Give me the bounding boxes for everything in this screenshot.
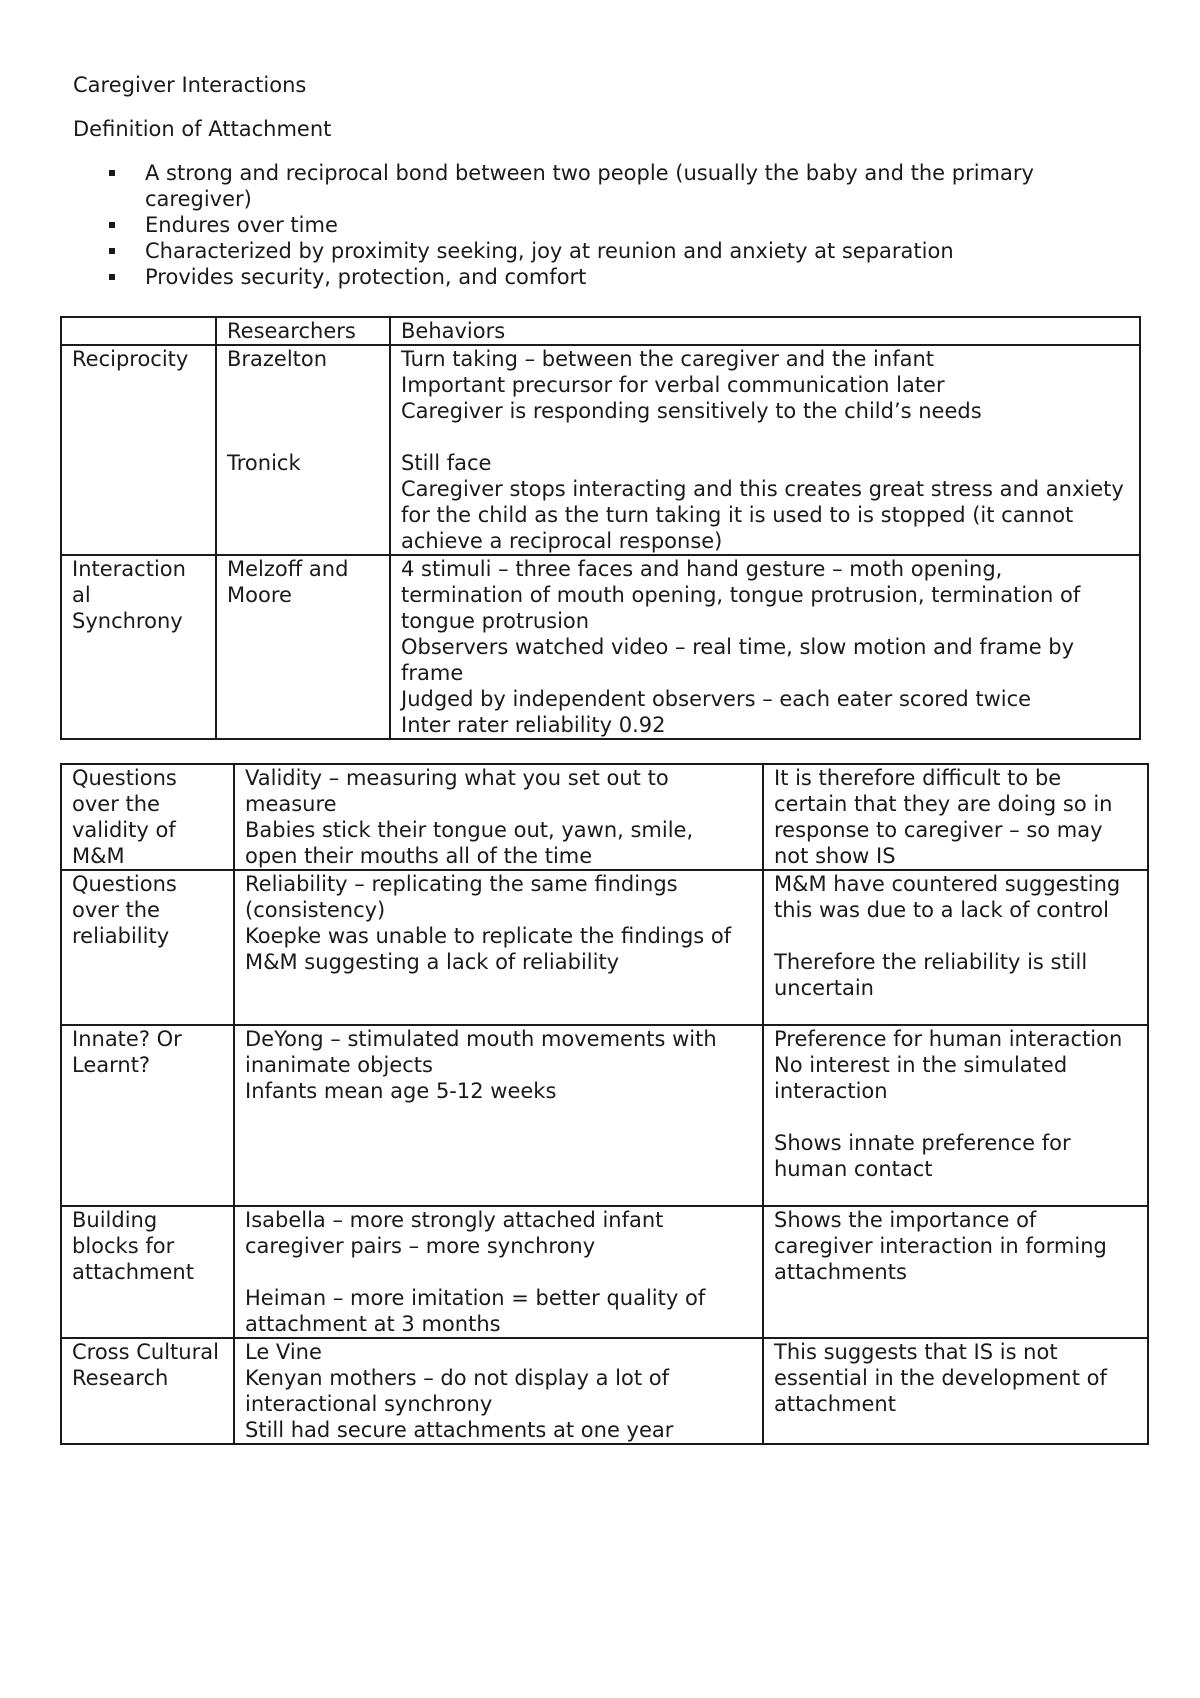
detail-cell bbox=[234, 1338, 763, 1444]
cell-text: Preference for human interaction bbox=[774, 1027, 1123, 1051]
cell-text: Observers watched video – real time, slow motion and frame by frame bbox=[401, 635, 1075, 685]
cell-text: Le Vine bbox=[245, 1340, 322, 1364]
detail-cell bbox=[234, 1025, 763, 1206]
cell-text: Shows the importance of caregiver interaction in forming attachments bbox=[774, 1208, 1107, 1284]
header-cell-behaviors: Behaviors bbox=[390, 317, 1140, 345]
cell-text: No interest in the simulated interaction bbox=[774, 1053, 1068, 1103]
cell-text: Judged by independent observers – each eater scored twice bbox=[401, 687, 1032, 711]
header-cell-blank bbox=[61, 317, 216, 345]
cell-text bbox=[227, 398, 379, 424]
evaluation-cell bbox=[763, 870, 1148, 1025]
cell-text: Questions over the reliability bbox=[72, 872, 177, 948]
researchers-table bbox=[60, 316, 1141, 740]
cell-text: Still face bbox=[401, 451, 492, 475]
table-row bbox=[61, 1338, 1148, 1444]
cell-text bbox=[774, 1104, 1137, 1130]
cell-text: Caregiver is responding sensitively to the child’s needs bbox=[401, 399, 982, 423]
cell-text bbox=[227, 372, 379, 398]
cell-text bbox=[245, 1259, 752, 1285]
behaviors-cell bbox=[390, 345, 1140, 555]
square-bullet-icon bbox=[109, 274, 115, 280]
table-row bbox=[61, 555, 1140, 739]
cell-text: Tronick bbox=[227, 451, 301, 475]
cell-text: 4 stimuli – three faces and hand gesture – moth opening, termination of mouth opening, tongue protrusion, termination of tongue protrusion bbox=[401, 557, 1081, 633]
cell-text: This suggests that IS is not essential in the development of attachment bbox=[774, 1340, 1107, 1416]
researchers-cell bbox=[216, 345, 390, 555]
cell-text: Validity – measuring what you set out to measure bbox=[245, 766, 669, 816]
cell-text: Therefore the reliability is still uncertain bbox=[774, 950, 1088, 1000]
document-title: Caregiver Interactions bbox=[73, 73, 307, 97]
evaluation-cell bbox=[763, 1206, 1148, 1338]
evaluation-cell bbox=[763, 764, 1148, 870]
detail-cell bbox=[234, 870, 763, 1025]
bullet-text: Characterized by proximity seeking, joy at reunion and anxiety at separation bbox=[145, 239, 954, 263]
topic-cell bbox=[61, 1025, 234, 1206]
evaluation-cell bbox=[763, 1025, 1148, 1206]
cell-text: M&M have countered suggesting this was due to a lack of control bbox=[774, 872, 1121, 922]
bullet-item bbox=[73, 238, 1133, 264]
concept-cell bbox=[61, 345, 216, 555]
table-header-row bbox=[61, 317, 1140, 345]
detail-cell bbox=[234, 764, 763, 870]
cell-text: Building blocks for attachment bbox=[72, 1208, 194, 1284]
cell-text: Still had secure attachments at one year bbox=[245, 1418, 674, 1442]
evaluation-table bbox=[60, 763, 1149, 1445]
cell-text: Innate? Or Learnt? bbox=[72, 1027, 182, 1077]
bullet-item bbox=[73, 160, 1133, 212]
section-heading-definition: Definition of Attachment bbox=[73, 117, 332, 141]
behaviors-cell bbox=[390, 555, 1140, 739]
header-cell-researchers: Researchers bbox=[216, 317, 390, 345]
cell-text: Reciprocity bbox=[72, 347, 189, 371]
evaluation-cell bbox=[763, 1338, 1148, 1444]
cell-text: Melzoff and Moore bbox=[227, 557, 349, 607]
square-bullet-icon bbox=[109, 248, 115, 254]
table-row bbox=[61, 1206, 1148, 1338]
table-row bbox=[61, 764, 1148, 870]
table-row bbox=[61, 1025, 1148, 1206]
cell-text: Heiman – more imitation = better quality of attachment at 3 months bbox=[245, 1286, 706, 1336]
cell-text: Interaction al Synchrony bbox=[72, 557, 186, 633]
definition-bullet-list bbox=[73, 160, 1133, 290]
bullet-text: A strong and reciprocal bond between two people (usually the baby and the primary caregiver) bbox=[145, 161, 1034, 211]
topic-cell bbox=[61, 1206, 234, 1338]
cell-text: Important precursor for verbal communication later bbox=[401, 373, 945, 397]
cell-text: Inter rater reliability 0.92 bbox=[401, 713, 666, 737]
cell-text: Cross Cultural Research bbox=[72, 1340, 219, 1390]
cell-text: Turn taking – between the caregiver and the infant bbox=[401, 347, 935, 371]
cell-text: Caregiver stops interacting and this creates great stress and anxiety for the child as the turn taking it is used to is stopped (it cannot achieve a reciprocal response) bbox=[401, 477, 1124, 553]
detail-cell bbox=[234, 1206, 763, 1338]
cell-text: Reliability – replicating the same findings (consistency) bbox=[245, 872, 678, 922]
topic-cell bbox=[61, 764, 234, 870]
topic-cell bbox=[61, 870, 234, 1025]
square-bullet-icon bbox=[109, 222, 115, 228]
cell-text: DeYong – stimulated mouth movements with inanimate objects bbox=[245, 1027, 717, 1077]
cell-text bbox=[401, 424, 1129, 450]
cell-text: Questions over the validity of M&M bbox=[72, 766, 177, 868]
cell-text: Isabella – more strongly attached infant caregiver pairs – more synchrony bbox=[245, 1208, 664, 1258]
researchers-cell bbox=[216, 555, 390, 739]
cell-text: Infants mean age 5-12 weeks bbox=[245, 1079, 557, 1103]
cell-text bbox=[227, 424, 379, 450]
cell-text: Brazelton bbox=[227, 347, 328, 371]
table-row bbox=[61, 870, 1148, 1025]
bullet-item bbox=[73, 212, 1133, 238]
cell-text: Kenyan mothers – do not display a lot of interactional synchrony bbox=[245, 1366, 669, 1416]
bullet-text: Provides security, protection, and comfort bbox=[145, 265, 587, 289]
bullet-item bbox=[73, 264, 1133, 290]
cell-text bbox=[774, 923, 1137, 949]
cell-text: Shows innate preference for human contact bbox=[774, 1131, 1071, 1181]
cell-text: It is therefore difficult to be certain that they are doing so in response to caregiver – so may not show IS bbox=[774, 766, 1113, 868]
table-row bbox=[61, 345, 1140, 555]
square-bullet-icon bbox=[109, 170, 115, 176]
cell-text: Babies stick their tongue out, yawn, smile, open their mouths all of the time bbox=[245, 818, 694, 868]
topic-cell bbox=[61, 1338, 234, 1444]
cell-text: Koepke was unable to replicate the findings of M&M suggesting a lack of reliability bbox=[245, 924, 732, 974]
bullet-text: Endures over time bbox=[145, 213, 338, 237]
concept-cell bbox=[61, 555, 216, 739]
